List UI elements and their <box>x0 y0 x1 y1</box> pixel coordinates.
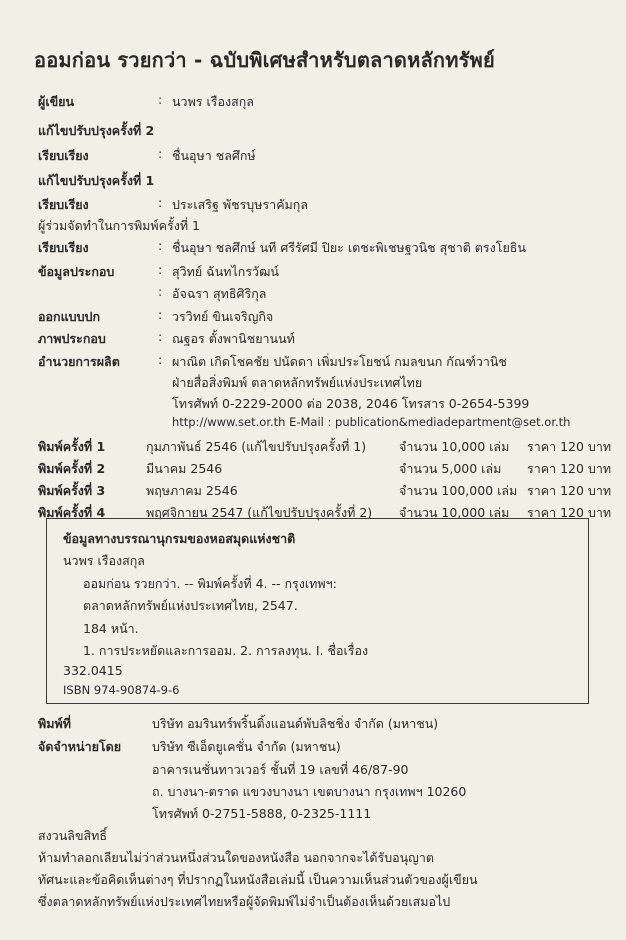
catalog-heading: ข้อมูลทางบรรณานุกรมของหอสมุดแห่งชาติ <box>63 531 296 546</box>
credit-value: สุวิทย์ ฉันทไกรวัฒน์ <box>172 264 279 279</box>
credit-colon: : <box>158 284 163 299</box>
printing-qty: จำนวน 100,000 เล่ม <box>399 483 518 498</box>
printing-price: ราคา 120 บาท <box>527 505 612 520</box>
copyright-heading: สงวนลิขสิทธิ์ <box>38 828 108 843</box>
catalog-author: นวพร เรืองสกุล <box>63 553 145 568</box>
credit-value: วรวิทย์ ขินเจริญกิจ <box>172 309 274 324</box>
printing-label: พิมพ์ครั้งที่ 2 <box>38 461 106 476</box>
revision2-label: เรียบเรียง <box>38 148 89 163</box>
catalog-line: ตลาดหลักทรัพย์แห่งประเทศไทย, 2547. <box>83 598 298 613</box>
credit-label: ภาพประกอบ <box>38 331 106 346</box>
production-web: http://www.set.or.th E-Mail : publication&mediadepartment@set.or.th <box>172 415 571 429</box>
printing-date: พฤษภาคม 2546 <box>146 483 238 498</box>
printing-date: พฤศจิกายน 2547 (แก้ไขปรับปรุงครั้งที่ 2) <box>146 505 373 520</box>
revision2-value: ชื่นอุษา ชลศึกษ์ <box>172 148 256 163</box>
printing-label: พิมพ์ครั้งที่ 4 <box>38 505 106 520</box>
revision2-heading: แก้ไขปรับปรุงครั้งที่ 2 <box>38 123 155 138</box>
revision1-heading: แก้ไขปรับปรุงครั้งที่ 1 <box>38 173 155 188</box>
catalog-line: 1. การประหยัดและการออม. 2. การลงทุน. I. ชื่อเรื่อง <box>83 643 369 658</box>
credit-label: เรียบเรียง <box>38 240 89 255</box>
printing-qty: จำนวน 10,000 เล่ม <box>399 439 510 454</box>
cataloging-box <box>46 518 589 704</box>
printing-label: พิมพ์ครั้งที่ 3 <box>38 483 106 498</box>
printing-date: กุมภาพันธ์ 2546 (แก้ไขปรับปรุงครั้งที่ 1) <box>146 439 367 454</box>
credit-label: ออกแบบปก <box>38 309 101 324</box>
catalog-line: 184 หน้า. <box>83 621 139 636</box>
author-colon: : <box>158 92 163 107</box>
distributor-address: ถ. บางนา-ตราด แขวงบางนา เขตบางนา กรุงเทพฯ 10260 <box>152 784 467 799</box>
credit-colon: : <box>158 262 163 277</box>
printing-price: ราคา 120 บาท <box>527 483 612 498</box>
revision1-colon: : <box>158 195 163 210</box>
distributor-value: บริษัท ซีเอ็ดยูเคชั่น จำกัด (มหาชน) <box>152 739 341 754</box>
credit-label: อำนวยการผลิต <box>38 354 120 369</box>
printing-date: มีนาคม 2546 <box>146 461 223 476</box>
catalog-line: ออมก่อน รวยกว่า. -- พิมพ์ครั้งที่ 4. -- กรุงเทพฯ: <box>83 576 337 591</box>
credit-value: ณฐอร ตั้งพานิชยานนท์ <box>172 331 295 346</box>
catalog-classno: 332.0415 <box>63 663 123 678</box>
credit-value: ผาณิต เกิดโชคชัย ปนัดดา เพิ่มประโยชน์ กมลขนก กัณฑ์วานิช <box>172 354 507 369</box>
credit-value: อัจฉรา สุทธิศิริกุล <box>172 286 267 301</box>
printing-label: พิมพ์ครั้งที่ 1 <box>38 439 106 454</box>
copyright-line: ห้ามทำลอกเลียนไม่ว่าส่วนหนึ่งส่วนใดของหนังสือ นอกจากจะได้รับอนุญาต <box>38 850 434 865</box>
credit-label: ข้อมูลประกอบ <box>38 264 115 279</box>
production-phone: โทรศัพท์ 0-2229-2000 ต่อ 2038, 2046 โทรสาร 0-2654-5399 <box>172 396 530 411</box>
copyright-line: ทัศนะและข้อคิดเห็นต่างๆ ที่ปรากฏในหนังสือเล่มนี้ เป็นความเห็นส่วนตัวของผู้เขียน <box>38 872 478 887</box>
author-label: ผู้เขียน <box>38 94 75 109</box>
revision2-colon: : <box>158 146 163 161</box>
distributor-phone: โทรศัพท์ 0-2751-5888, 0-2325-1111 <box>152 806 372 821</box>
catalog-isbn: ISBN 974-90874-9-6 <box>63 683 180 697</box>
distributor-label: จัดจำหน่ายโดย <box>38 739 122 754</box>
distributor-address: อาคารเนชั่นทาวเวอร์ ชั้นที่ 19 เลขที่ 46/87-90 <box>152 762 409 777</box>
first-print-heading: ผู้ร่วมจัดทำในการพิมพ์ครั้งที่ 1 <box>38 218 201 233</box>
credit-colon: : <box>158 329 163 344</box>
credit-value: ชื่นอุษา ชลศึกษ์ นที ศรีรัศมี ปิยะ เตชะพิเชษฐวนิช สุชาติ ตรงโยธิน <box>172 240 526 255</box>
revision1-value: ประเสริฐ พัชรบุษราคัมกุล <box>172 197 309 212</box>
printing-qty: จำนวน 5,000 เล่ม <box>399 461 502 476</box>
printer-label: พิมพ์ที่ <box>38 716 71 731</box>
printing-price: ราคา 120 บาท <box>527 439 612 454</box>
credit-colon: : <box>158 307 163 322</box>
printing-qty: จำนวน 10,000 เล่ม <box>399 505 510 520</box>
printer-value: บริษัท อมรินทร์พริ้นติ้งแอนด์พับลิชชิ่ง จำกัด (มหาชน) <box>152 716 439 731</box>
credit-colon: : <box>158 238 163 253</box>
revision1-label: เรียบเรียง <box>38 197 89 212</box>
copyright-line: ซึ่งตลาดหลักทรัพย์แห่งประเทศไทยหรือผู้จัดพิมพ์ไม่จำเป็นต้องเห็นด้วยเสมอไป <box>38 894 451 909</box>
production-dept: ฝ่ายสื่อสิ่งพิมพ์ ตลาดหลักทรัพย์แห่งประเทศไทย <box>172 375 423 390</box>
credit-colon: : <box>158 352 163 367</box>
printing-price: ราคา 120 บาท <box>527 461 612 476</box>
page-title: ออมก่อน รวยกว่า - ฉบับพิเศษสำหรับตลาดหลักทรัพย์ <box>34 48 495 72</box>
author-value: นวพร เรืองสกุล <box>172 94 254 109</box>
